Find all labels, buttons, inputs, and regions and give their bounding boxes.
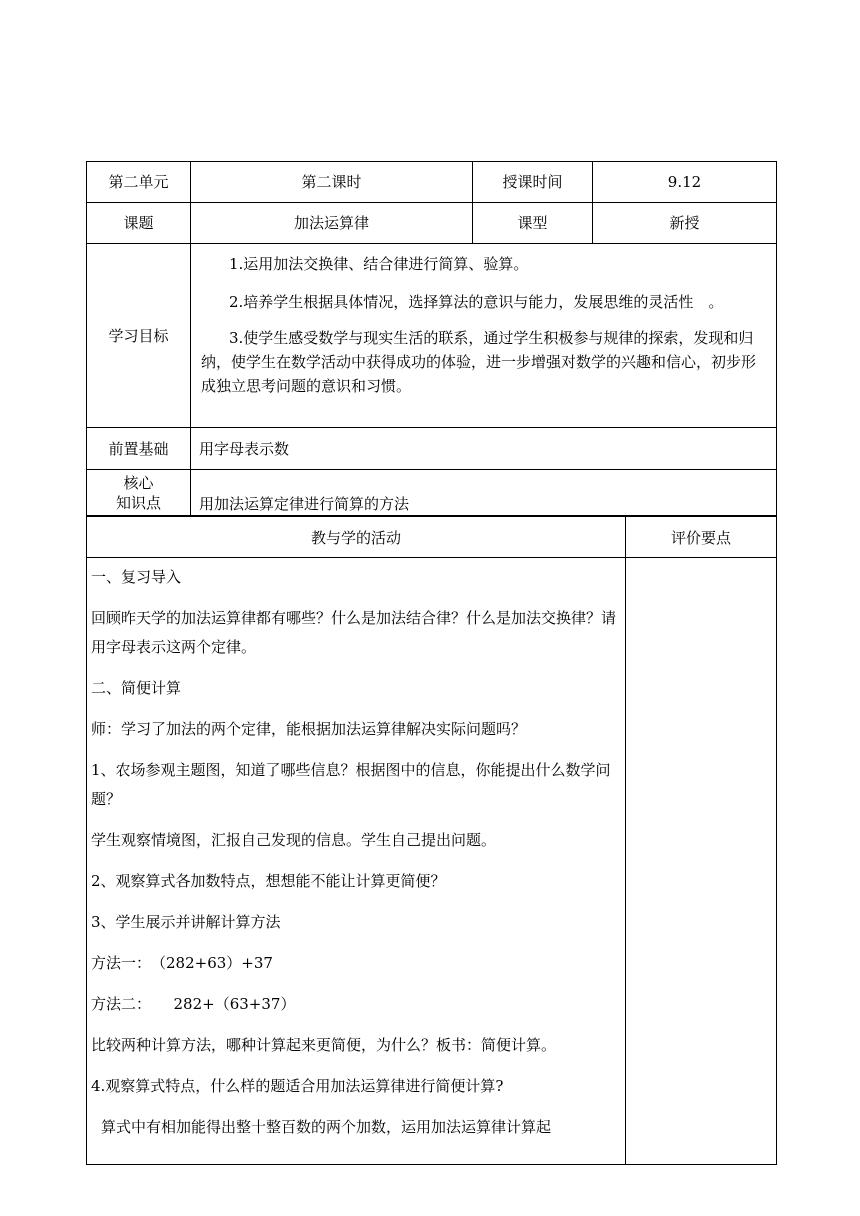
lesson-cell: 第二课时 [191, 162, 473, 203]
activity-paragraph: 2、观察算式各加数特点，想想能不能让计算更简便？ [91, 872, 446, 890]
activities-content-cell [87, 558, 626, 1165]
goal-item: 1.运用加法交换律、结合律进行简算、验算。 [229, 255, 529, 273]
core-label-line1: 核心 [123, 473, 154, 492]
activity-paragraph: 3、学生展示并讲解计算方法 [91, 913, 281, 931]
activity-paragraph: 4.观察算式特点，什么样的题适合用加法运算律进行简便计算? [91, 1077, 504, 1095]
prereq-value-cell: 用字母表示数 [191, 428, 777, 470]
type-label-cell: 课型 [473, 203, 593, 244]
unit-cell: 第二单元 [87, 162, 191, 203]
prereq-row [87, 428, 777, 470]
activities-header-row [87, 517, 777, 558]
type-value-cell: 新授 [593, 203, 777, 244]
topic-value-cell: 加法运算律 [191, 203, 473, 244]
activity-paragraph: 学生观察情境图，汇报自己发现的信息。学生自己提出问题。 [91, 831, 497, 849]
method-one: 方法一： （282+63）+37 [91, 954, 273, 972]
time-label-cell: 授课时间 [473, 162, 593, 203]
header-row [87, 162, 777, 203]
goal-item: 2.培养学生根据具体情况，选择算法的意识与能力，发展思维的灵活性 。 [229, 293, 724, 311]
activities-body-row [87, 558, 777, 1165]
section-heading: 二、简便计算 [91, 679, 182, 697]
goals-row [87, 244, 777, 428]
activity-paragraph: 1、农场参观主题图，知道了哪些信息？根据图中的信息，你能提出什么数学问题？ [91, 761, 611, 808]
eval-content-cell [626, 558, 777, 1165]
activity-paragraph: 师：学习了加法的两个定律，能根据加法运算律解决实际问题吗？ [91, 720, 527, 738]
core-label-cell [87, 470, 191, 516]
activity-paragraph: 比较两种计算方法，哪种计算起来更简便，为什么？板书：简便计算。 [91, 1036, 557, 1054]
goals-label-cell: 学习目标 [87, 244, 191, 428]
lesson-info-table [86, 161, 777, 516]
time-value-cell: 9.12 [593, 162, 777, 203]
eval-header-cell: 评价要点 [626, 517, 777, 558]
activity-paragraph: 回顾昨天学的加法运算律都有哪些？什么是加法结合律？什么是加法交换律？请用字母表示这两个定律。 [91, 609, 617, 656]
activity-paragraph: 算式中有相加能得出整十整百数的两个加数，运用加法运算律计算起 [101, 1118, 552, 1136]
core-label-line2: 知识点 [115, 493, 161, 512]
activities-table [86, 516, 777, 1165]
core-row [87, 470, 777, 516]
goals-content-cell [191, 244, 777, 428]
goal-item: 3.使学生感受数学与现实生活的联系，通过学生积极参与规律的探索，发现和归纳，使学生在数学活动中获得成功的体验，进一步增强对数学的兴趣和信心，初步形成独立思考问题的意识和习惯。 [201, 329, 757, 395]
topic-label-cell: 课题 [87, 203, 191, 244]
activities-header-cell: 教与学的活动 [87, 517, 626, 558]
prereq-label-cell: 前置基础 [87, 428, 191, 470]
method-two: 方法二： 282+（63+37） [91, 995, 296, 1013]
section-heading: 一、复习导入 [91, 568, 182, 586]
topic-row [87, 203, 777, 244]
core-value-cell: 用加法运算定律进行简算的方法 [191, 470, 777, 516]
